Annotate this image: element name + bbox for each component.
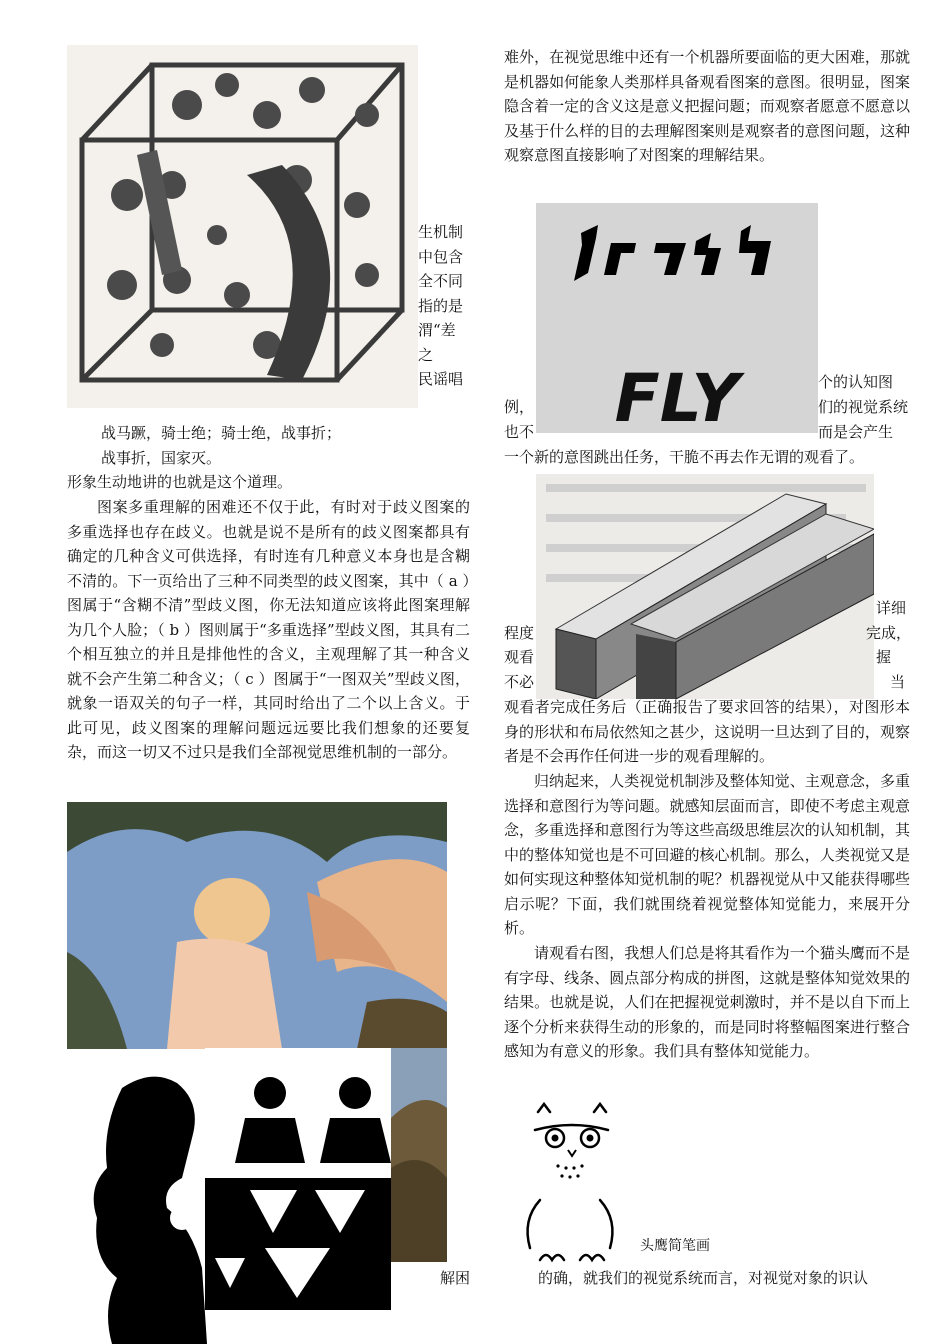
right-fragment: 不必	[504, 673, 535, 691]
fragment-line: 全不同	[418, 272, 464, 290]
right-bottom-line: 的确，就我们的视觉系统而言，对视觉对象的识认	[538, 1269, 869, 1287]
left-paragraph-tail: 形象生动地讲的也就是这个道理。	[67, 473, 293, 491]
right-fragment: 握	[876, 648, 892, 666]
owl-paragraph: 请观看右图，我想人们总是将其看作为一个猫头鹰而不是有字母、线条、圆点部分构成的拼图，这就是整体知觉效果的结果。也就是说，人们在把握视觉刺激时，并不是以自下而上逐个分析来获得生动的形象的，而是同时将整幅图案进行整合感知为有意义的形象。我们具有整体知觉能力。	[504, 944, 910, 1060]
triangle-illusion	[205, 1048, 391, 1310]
right-line: 一个新的意图跳出任务，干脆不再去作无谓的观看了。	[504, 448, 865, 466]
silhouette-figure-left	[82, 1068, 217, 1344]
poem-line: 战马蹶，骑士绝；骑士绝，战事折；	[101, 424, 342, 442]
fragment-line: 生机制	[418, 223, 464, 241]
fragment-line: 民谣唱	[418, 370, 464, 388]
owl-sketch	[510, 1100, 635, 1265]
right-fragment: 例，	[504, 398, 535, 416]
right-fragment: 们的视觉系统	[818, 398, 909, 416]
folk-poem	[101, 421, 471, 470]
triangle-illusion-figure	[205, 1048, 391, 1310]
right-fragment: 程度	[504, 624, 535, 642]
poem-line: 战事折，国家灭。	[101, 448, 222, 467]
face-silhouette	[82, 1068, 217, 1344]
right-fragment: 当	[890, 673, 906, 691]
cube-illusion-figure	[67, 45, 418, 408]
right-fragment: 个的认知图	[818, 373, 894, 391]
fragment-line: 渭“差之	[418, 321, 456, 364]
left-bottom-fragment: 解困	[440, 1269, 471, 1287]
right-fragment: 也不	[504, 423, 535, 441]
angel-painting	[67, 802, 447, 1049]
right-fragment: 详细	[876, 599, 907, 617]
intent-paragraph: 难外，在视觉思维中还有一个机器所要面临的更大困难，那就是机器如何能象人类那样具备观看图案的意图。很明显，图案隐含着一定的含义这是意义把握问题；而观察者愿意不愿意以及基于什么样的目的去理解图案则是观察者的意图问题，这种观察意图直接影响了对图案的理解结果。	[504, 48, 910, 164]
fly-word: FLY	[614, 360, 740, 433]
left-fragment-block	[418, 220, 470, 392]
ambiguity-paragraph: 图案多重理解的困难还不仅于此，有时对于歧义图案的多重选择也存在歧义。也就是说不是所有的歧义图案都具有确定的几种含义可供选择，有时连有几种意义本身也是含糊不清的。下一页给出了三种不同类型的歧义图案，其中（ a ）图属于“含糊不清”型歧义图，你无法知道应该将此图案理解为几个人脸；（ b ）图则属于“多重选择”型歧义图，其具有二个相互独立的并且是排他性的含义，主观理解了其一种含义就不会产生第二种含义；（ c ）图属于“一图双关”型歧义图，就象一语双关的句子一样，其同时给出了二个以上含义。于此可见，歧义图案的理解问题远远要比我们想象的还要复杂，而这一切又不过只是我们全部视觉思维机制的一部分。	[67, 498, 470, 761]
owl-sketch-figure	[510, 1100, 635, 1265]
task-paragraph: 观看者完成任务后（正确报告了要求回答的结果），对图形本身的形状和布局依然知之甚少，这说明一旦达到了目的，观察者是不会再作任何进一步的观看理解的。	[504, 698, 910, 765]
cube-illusion-drawing	[67, 45, 418, 408]
fragment-line: 指的是	[418, 296, 464, 315]
impossible-beam	[536, 474, 874, 699]
angel-painting-figure	[67, 802, 447, 1049]
right-fragment: 而是会产生	[818, 423, 894, 441]
landscape-strip-drawing	[391, 1048, 447, 1262]
landscape-strip	[391, 1048, 447, 1262]
fragment-line: 中包含	[418, 247, 464, 266]
right-fragment: 观看	[504, 648, 535, 666]
fly-illusion-figure	[536, 203, 818, 433]
fly-illusion	[536, 203, 818, 433]
owl-caption: 头鹰简笔画	[640, 1238, 710, 1254]
impossible-beam-figure	[536, 474, 874, 699]
right-fragment: 完成，	[866, 624, 912, 642]
summary-paragraph: 归纳起来，人类视觉机制涉及整体知觉、主观意念，多重选择和意图行为等问题。就感知层面而言，即使不考虑主观意念，多重选择和意图行为等这些高级思维层次的认知机制，其中的整体知觉也是不可回避的核心机制。那么，人类视觉又是如何实现这种整体知觉机制的呢？机器视觉从中又能获得哪些启示呢？下面，我们就围绕着视觉整体知觉能力，来展开分析。	[504, 772, 910, 937]
